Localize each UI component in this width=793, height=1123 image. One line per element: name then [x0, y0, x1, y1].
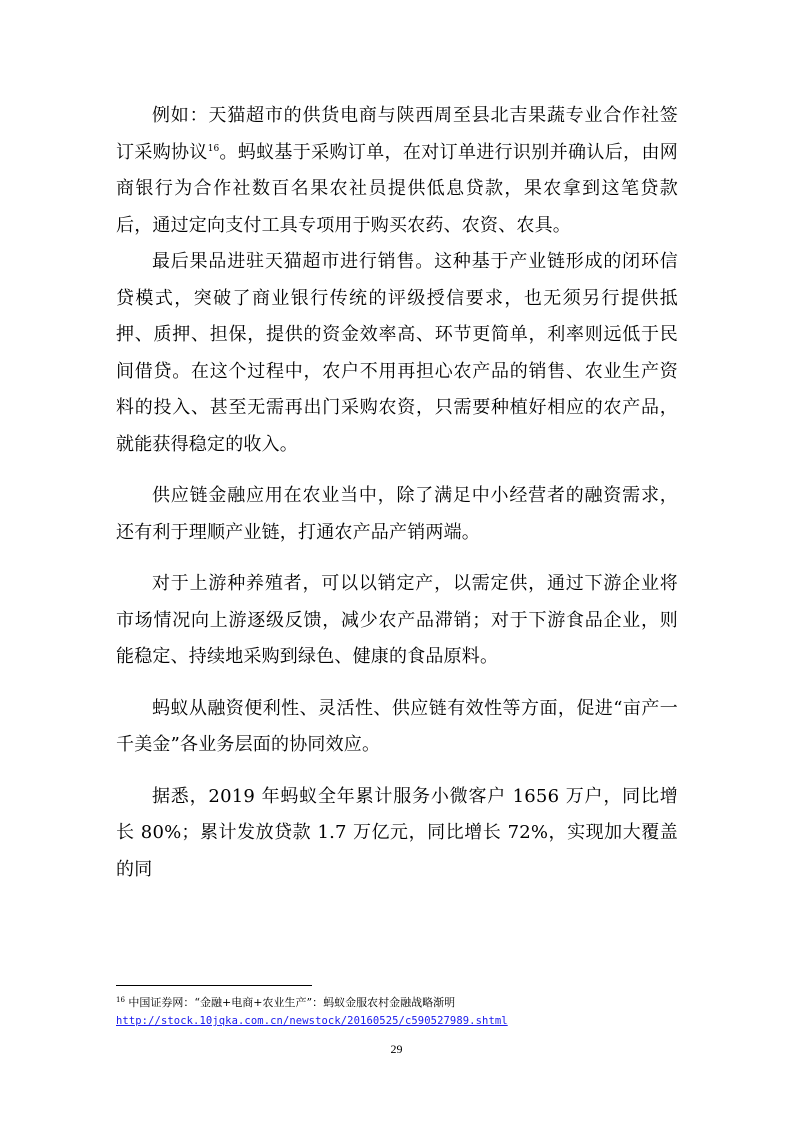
paragraph-1 [116, 98, 678, 244]
footnote-text: 中国证券网：“金融+电商+农业生产”：蚂蚁金服农村金融战略渐明 [128, 996, 456, 1009]
footnote-mark: 16 [116, 996, 125, 1004]
paragraph-2: 最后果品进驻天猫超市进行销售。这种基于产业链形成的闭环信贷模式，突破了商业银行传统的评级授信要求，也无须另行提供抵押、质押、担保，提供的资金效率高、环节更简单，利率则远低于民间借贷。在这个过程中，农户不用再担心农产品的销售、农业生产资料的投入、甚至无需再出门采购农资，只需要种植好相应的农产品，就能获得稳定的收入。 [116, 251, 678, 455]
page-number: 29 [390, 1042, 403, 1056]
paragraph-4: 对于上游种养殖者，可以以销定产，以需定供，通过下游企业将市场情况向上游逐级反馈，减少农产品滞销；对于下游食品企业，则能稳定、持续地采购到绿色、健康的食品原料。 [116, 573, 678, 667]
footnote-link[interactable]: http://stock.10jqka.com.cn/newstock/20160525/c590527989.shtml [116, 1015, 508, 1027]
footnote [116, 994, 678, 1030]
paragraph-3: 供应链金融应用在农业当中，除了满足中小经营者的融资需求，还有利于理顺产业链，打通农产品产销两端。 [116, 485, 678, 543]
footnote-divider [116, 985, 312, 986]
footnote-reference[interactable]: 16 [207, 143, 220, 154]
paragraph-1-text-after: 。蚂蚁基于采购订单，在对订单进行识别并确认后，由网商银行为合作社数百名果农社员提供低息贷款，果农拿到这笔贷款后，通过定向支付工具专项用于购买农药、农资、农具。 [116, 141, 679, 236]
body-text [116, 98, 678, 888]
paragraph-1-text-before: 例如：天猫超市的供货电商与陕西周至县北吉果蔬专业合作社签订采购协议 [116, 105, 678, 163]
paragraph-5: 蚂蚁从融资便利性、灵活性、供应链有效性等方面，促进“亩产一千美金”各业务层面的协同效应。 [116, 697, 678, 755]
paragraph-6: 据悉，2019 年蚂蚁全年累计服务小微客户 1656 万户，同比增长 80%；累计发放贷款 1.7 万亿元，同比增长 72%，实现加大覆盖的同 [116, 785, 678, 880]
